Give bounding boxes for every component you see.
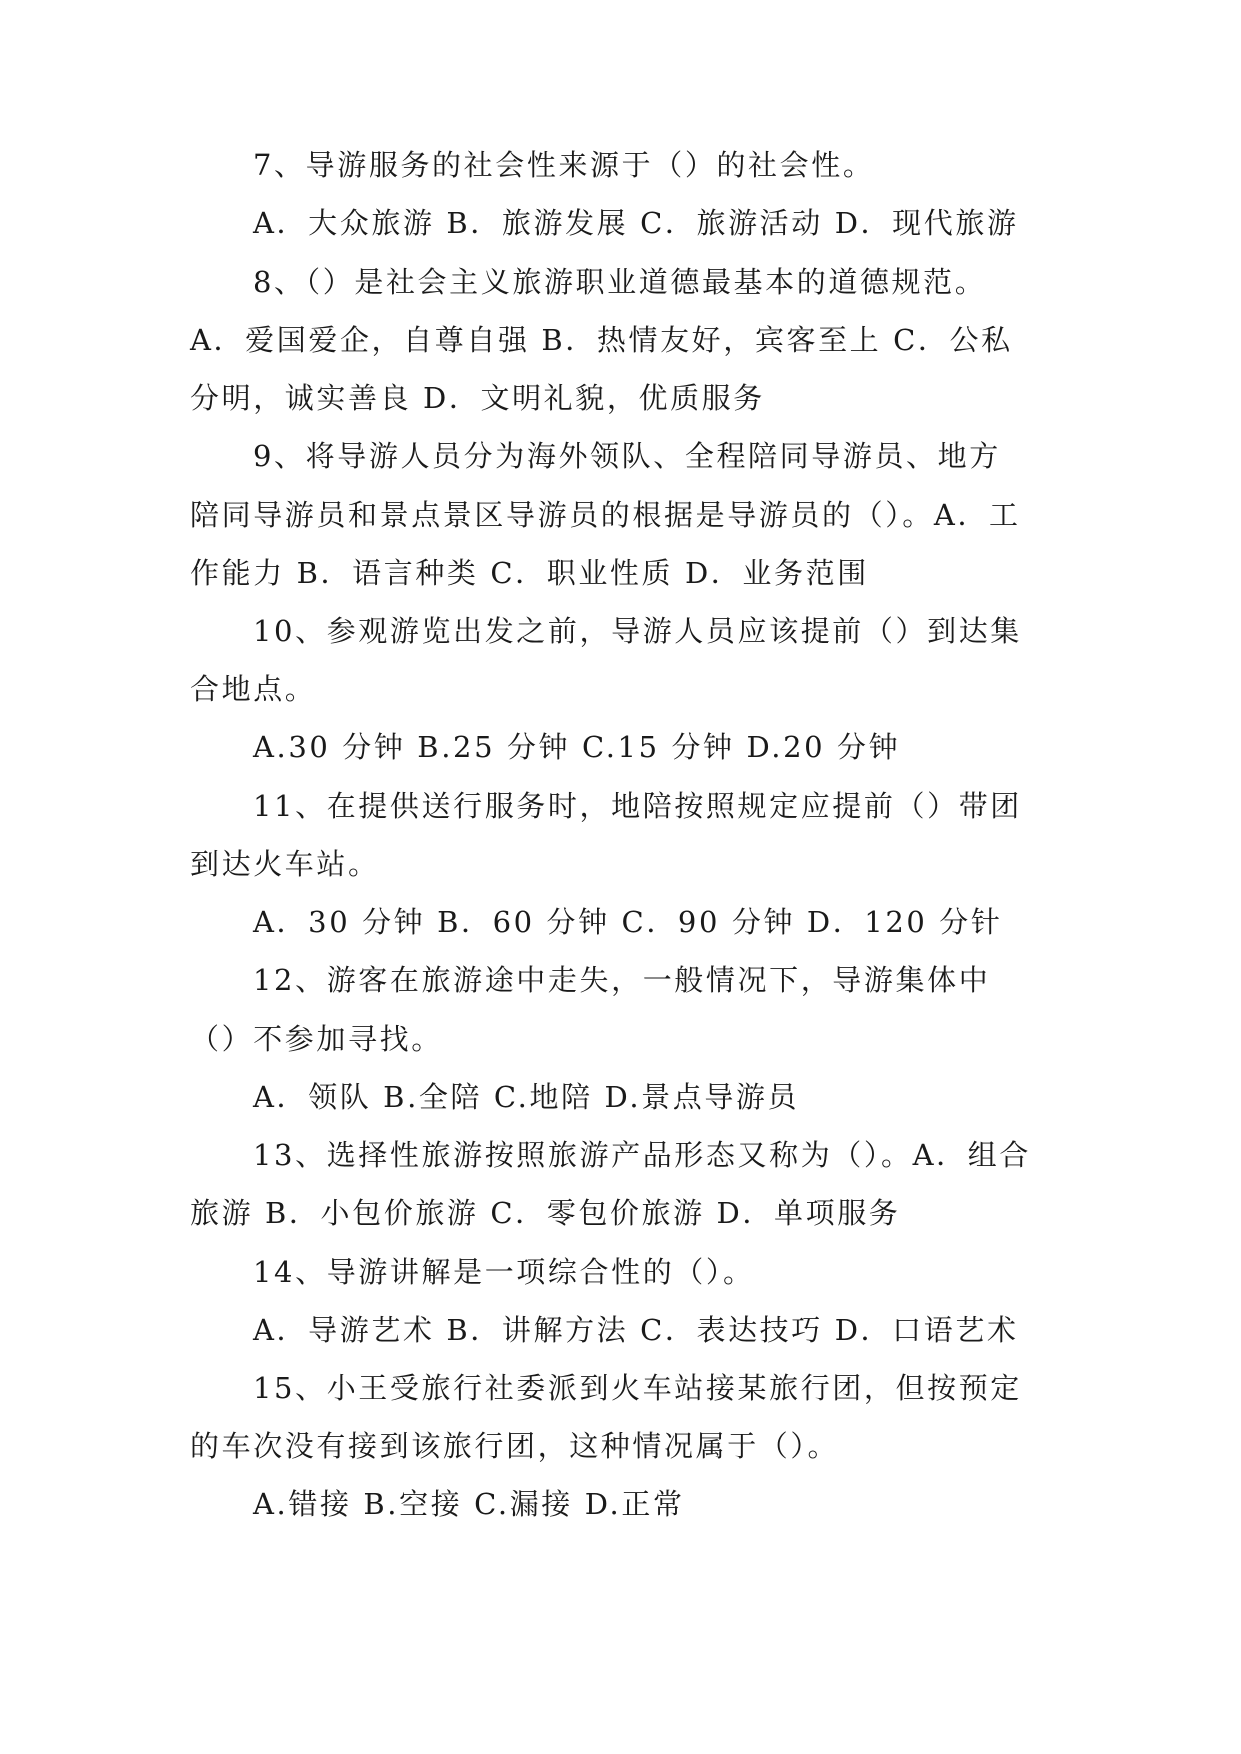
question-9-text-cont: 陪同导游员和景点景区导游员的根据是导游员的（）。A．工 bbox=[190, 498, 1021, 532]
question-12-options: A．领队 B.全陪 C.地陪 D.景点导游员 bbox=[253, 1080, 800, 1114]
question-8-options-cont: 分明，诚实善良 D．文明礼貌，优质服务 bbox=[190, 381, 765, 415]
question-14-options: A．导游艺术 B．讲解方法 C．表达技巧 D．口语艺术 bbox=[253, 1313, 1019, 1347]
question-9-text: 9、将导游人员分为海外领队、全程陪同导游员、地方 bbox=[253, 439, 1001, 473]
question-9-options: 作能力 B．语言种类 C．职业性质 D．业务范围 bbox=[190, 556, 869, 590]
question-8-options: A．爱国爱企，自尊自强 B．热情友好，宾客至上 C．公私 bbox=[190, 323, 1013, 357]
question-10-text-cont: 合地点。 bbox=[190, 672, 317, 706]
question-11-text: 11、在提供送行服务时，地陪按照规定应提前（）带团 bbox=[253, 789, 1022, 823]
question-13-options: 旅游 B．小包价旅游 C．零包价旅游 D．单项服务 bbox=[190, 1196, 901, 1230]
question-12-text-cont: （）不参加寻找。 bbox=[190, 1022, 443, 1056]
question-14-text: 14、导游讲解是一项综合性的（）。 bbox=[253, 1255, 755, 1289]
question-7-options: A．大众旅游 B．旅游发展 C．旅游活动 D．现代旅游 bbox=[253, 206, 1019, 240]
question-11-text-cont: 到达火车站。 bbox=[190, 847, 380, 881]
question-13-text: 13、选择性旅游按照旅游产品形态又称为（）。A．组合 bbox=[253, 1138, 1031, 1172]
question-8-text: 8、（）是社会主义旅游职业道德最基本的道德规范。 bbox=[253, 265, 987, 299]
question-7-text: 7、导游服务的社会性来源于（）的社会性。 bbox=[253, 148, 875, 182]
question-10-options: A.30 分钟 B.25 分钟 C.15 分钟 D.20 分钟 bbox=[253, 730, 901, 764]
question-12-text: 12、游客在旅游途中走失，一般情况下，导游集体中 bbox=[253, 963, 991, 997]
question-11-options: A．30 分钟 B．60 分钟 C．90 分钟 D．120 分针 bbox=[253, 905, 1003, 939]
question-15-options: A.错接 B.空接 C.漏接 D.正常 bbox=[253, 1487, 685, 1521]
question-10-text: 10、参观游览出发之前，导游人员应该提前（）到达集 bbox=[253, 614, 1022, 648]
question-15-text-cont: 的车次没有接到该旅行团，这种情况属于（）。 bbox=[190, 1429, 840, 1463]
question-15-text: 15、小王受旅行社委派到火车站接某旅行团，但按预定 bbox=[253, 1371, 1022, 1405]
